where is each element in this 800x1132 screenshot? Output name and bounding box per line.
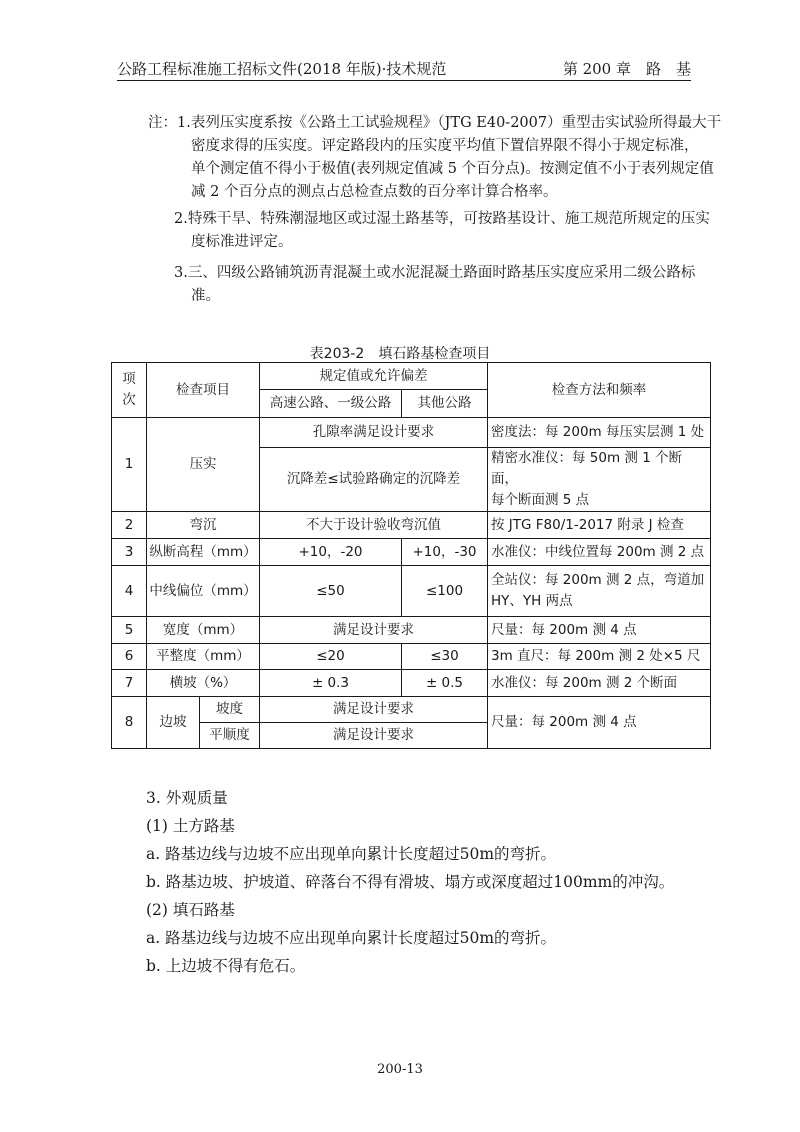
- note-1-line-4: 减 2 个百分点的测点占总检查点数的百分率计算合格率。: [191, 184, 558, 200]
- row-4-other: ≤100: [402, 566, 488, 617]
- page-header: [117, 56, 691, 81]
- subsection-earth: (1) 土方路基: [146, 817, 235, 835]
- note-2-line-1: 2.特殊干旱、特殊潮湿地区或过湿土路基等，可按路基设计、施工规范所规定的压实: [174, 211, 710, 227]
- row-6-other: ≤30: [402, 644, 488, 670]
- row-4-item: 中线偏位（mm）: [147, 566, 260, 617]
- row-7-method: 水准仪：每 200m 测 2 个断面: [488, 670, 711, 697]
- row-8-spec-a: 满足设计要求: [260, 697, 488, 723]
- row-7-no: 7: [112, 670, 147, 697]
- row-6-item: 平整度（mm）: [147, 644, 260, 670]
- row-8-sub-b: 平顺度: [200, 723, 260, 749]
- row-2-method: 按 JTG F80/1-2017 附录 J 检查: [488, 512, 711, 539]
- note-3-line-1: 3.三、四级公路铺筑沥青混凝土或水泥混凝土路面时路基压实度应采用二级公路标: [174, 265, 696, 281]
- header-title: 公路工程标准施工招标文件(2018 年版)·技术规范: [117, 60, 447, 78]
- row-1-spec-a: 孔隙率满足设计要求: [260, 418, 488, 448]
- row-2-item: 弯沉: [147, 512, 260, 539]
- note-1-line-1: 注：1.表列压实度系按《公路土工试验规程》（JTG E40-2007）重型击实试验所得最大干: [148, 115, 722, 131]
- earth-item-a: a. 路基边线与边坡不应出现单向累计长度超过50m的弯折。: [146, 845, 557, 863]
- row-3-no: 3: [112, 539, 147, 566]
- row-1-item: 压实: [147, 418, 260, 512]
- row-8-method: 尺量：每 200m 测 4 点: [488, 697, 711, 749]
- header-highway: 高速公路、一级公路: [260, 390, 402, 418]
- note-1-line-2: 密度求得的压实度。评定路段内的压实度平均值下置信界限不得小于规定标准，: [191, 138, 699, 154]
- row-6-highway: ≤20: [260, 644, 402, 670]
- row-6-no: 6: [112, 644, 147, 670]
- row-1-method-b: 精密水准仪：每 50m 测 1 个断面， 每个断面测 5 点: [488, 448, 711, 512]
- section-heading: 3. 外观质量: [146, 789, 228, 807]
- rock-item-a: a. 路基边线与边坡不应出现单向累计长度超过50m的弯折。: [146, 929, 557, 947]
- header-method: 检查方法和频率: [488, 363, 711, 418]
- header-chapter: 第 200 章 路 基: [562, 60, 691, 78]
- rock-item-b: b. 上边坡不得有危石。: [146, 957, 306, 975]
- row-1-spec-b: 沉降差≤试验路确定的沉降差: [260, 448, 488, 512]
- row-3-method: 水准仪：中线位置每 200m 测 2 点: [488, 539, 711, 566]
- row-1-method-a: 密度法：每 200m 每压实层测 1 处: [488, 418, 711, 448]
- row-7-item: 横坡（%）: [147, 670, 260, 697]
- header-item: 检查项目: [147, 363, 260, 418]
- row-2-spec: 不大于设计验收弯沉值: [260, 512, 488, 539]
- row-5-item: 宽度（mm）: [147, 617, 260, 644]
- row-4-method: 全站仪：每 200m 测 2 点，弯道加 HY、YH 两点: [488, 566, 711, 617]
- row-2-no: 2: [112, 512, 147, 539]
- row-3-highway: +10，-20: [260, 539, 402, 566]
- row-6-method: 3m 直尺：每 200m 测 2 处×5 尺: [488, 644, 711, 670]
- earth-item-b: b. 路基边坡、护坡道、碎落台不得有滑坡、塌方或深度超过100mm的冲沟。: [146, 873, 675, 891]
- subsection-rock: (2) 填石路基: [146, 901, 235, 919]
- page-number: 200-13: [377, 1062, 423, 1077]
- row-7-highway: ± 0.3: [260, 670, 402, 697]
- row-5-method: 尺量：每 200m 测 4 点: [488, 617, 711, 644]
- row-3-item: 纵断高程（mm）: [147, 539, 260, 566]
- row-1-no: 1: [112, 418, 147, 512]
- inspection-table: [111, 362, 711, 749]
- row-8-no: 8: [112, 697, 147, 749]
- row-8-spec-b: 满足设计要求: [260, 723, 488, 749]
- header-spec: 规定值或允许偏差: [260, 363, 488, 390]
- row-7-other: ± 0.5: [402, 670, 488, 697]
- table-title: 表203-2 填石路基检查项目: [309, 346, 491, 362]
- row-4-no: 4: [112, 566, 147, 617]
- row-5-no: 5: [112, 617, 147, 644]
- row-3-other: +10，-30: [402, 539, 488, 566]
- note-2-line-2: 度标准进评定。: [191, 234, 293, 250]
- header-other: 其他公路: [402, 390, 488, 418]
- note-3-line-2: 准。: [191, 288, 220, 304]
- note-1-line-3: 单个测定值不得小于极值(表列规定值减 5 个百分点)。按测定值不小于表列规定值: [191, 161, 714, 177]
- row-8-sub-a: 坡度: [200, 697, 260, 723]
- row-5-spec: 满足设计要求: [260, 617, 488, 644]
- header-no: 项 次: [112, 363, 147, 418]
- row-8-item: 边坡: [147, 697, 200, 749]
- row-4-highway: ≤50: [260, 566, 402, 617]
